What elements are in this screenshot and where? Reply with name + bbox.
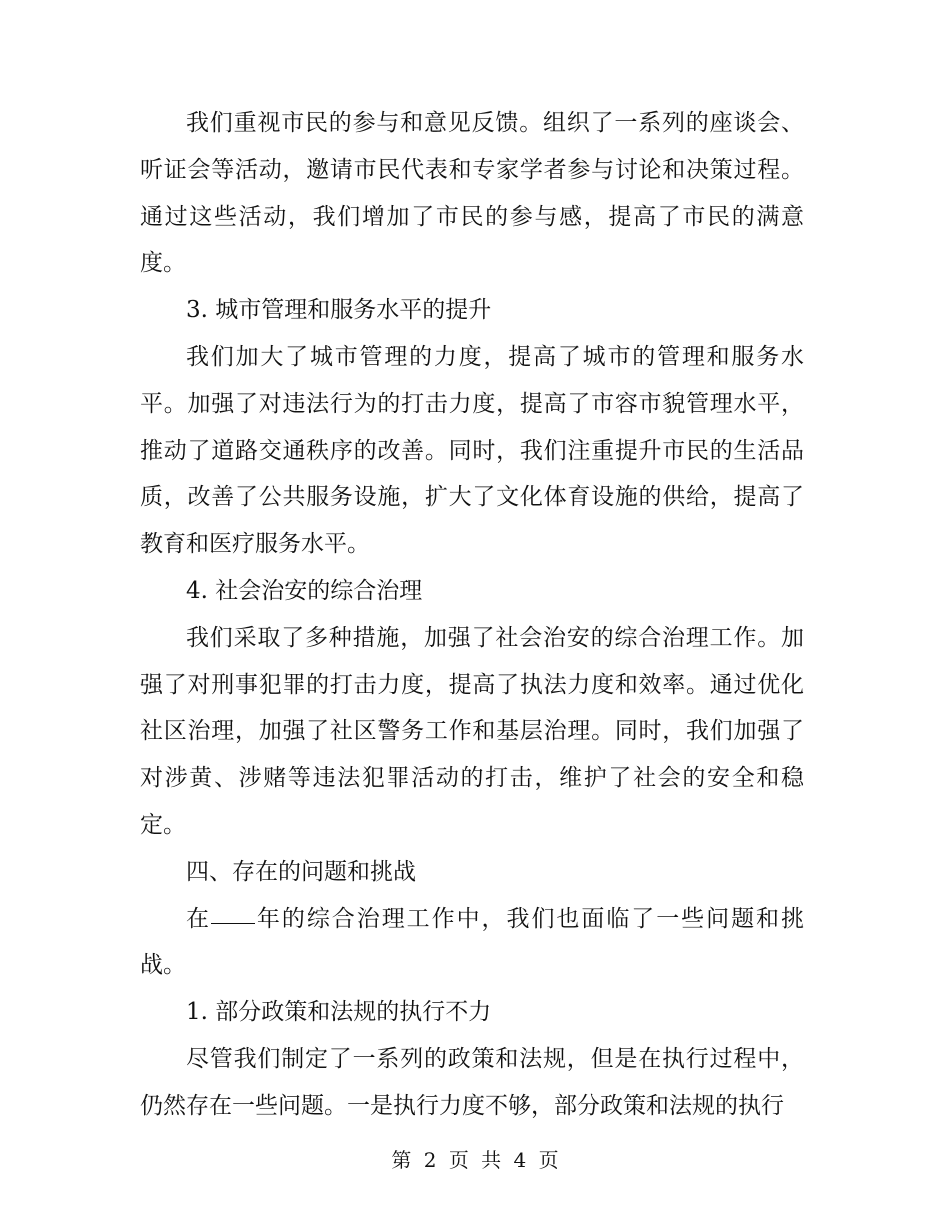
- page-footer: 第 2 页 共 4 页: [391, 1148, 559, 1172]
- heading-problems-challenges: 四、存在的问题和挑战: [186, 858, 416, 885]
- paragraph-public-security: 我们采取了多种措施，加强了社会治安的综合治理工作。加强了对刑事犯罪的打击力度，提高了执法力度和效率。通过优化社区治理，加强了社区警务工作和基层治理。同时，我们加强了对涉黄、涉赌等违法犯罪活动的打击，维护了社会的安全和稳定。: [140, 624, 804, 838]
- paragraph-problems-intro-after: 年的综合治理工作中，我们也面临了一些问题和挑战。: [140, 905, 805, 979]
- heading-policy-execution: 1. 部分政策和法规的执行不力: [186, 999, 492, 1026]
- document-body: [140, 100, 804, 1130]
- paragraph-citizen-participation: 我们重视市民的参与和意见反馈。组织了一系列的座谈会、听证会等活动，邀请市民代表和专家学者参与讨论和决策过程。通过这些活动，我们增加了市民的参与感，提高了市民的满意度。: [140, 110, 804, 277]
- heading-public-security: 4. 社会治安的综合治理: [186, 577, 423, 604]
- paragraph-policy-execution: 尽管我们制定了一系列的政策和法规，但是在执行过程中，仍然存在一些问题。一是执行力度不够，部分政策和法规的执行: [140, 1045, 804, 1119]
- fill-in-blank-line: [211, 922, 255, 924]
- heading-city-management: 3. 城市管理和服务水平的提升: [186, 297, 492, 324]
- paragraph-problems-intro: [140, 896, 804, 990]
- paragraph-city-management: 我们加大了城市管理的力度，提高了城市的管理和服务水平。加强了对违法行为的打击力度，提高了市容市貌管理水平，推动了道路交通秩序的改善。同时，我们注重提升市民的生活品质，改善了公共服务设施，扩大了文化体育设施的供给，提高了教育和医疗服务水平。: [140, 343, 804, 558]
- paragraph-problems-intro-before: 在: [186, 905, 211, 932]
